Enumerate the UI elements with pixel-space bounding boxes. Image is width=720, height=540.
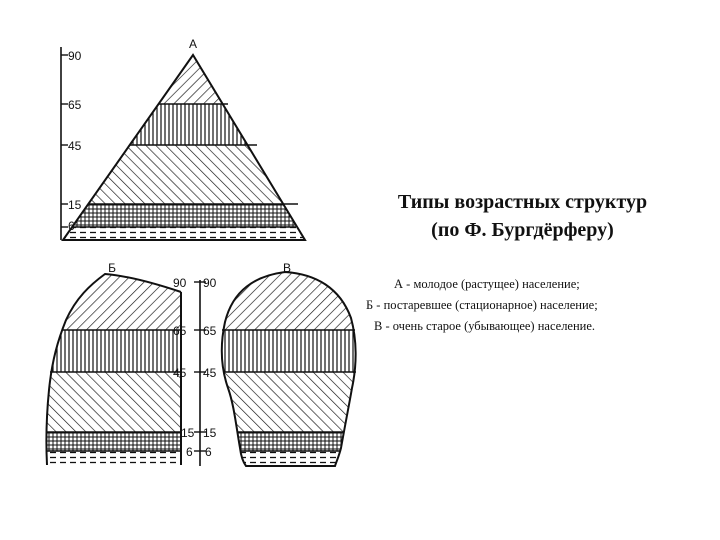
- pyramid-a: [50, 37, 320, 240]
- axis-c-tick-45: 45: [203, 366, 217, 380]
- legend-item-b: Б - постаревшее (стационарное) население;: [366, 298, 598, 312]
- pyramid-c-label: В: [282, 261, 292, 275]
- axis-b-tick-90: 90: [173, 276, 187, 290]
- axis-c-tick-65: 65: [203, 324, 217, 338]
- legend-item-c: В - очень старое (убывающее) население.: [374, 319, 596, 333]
- pyramid-a-label: А: [188, 37, 198, 51]
- title-line-1: Типы возрастных структур: [397, 191, 648, 213]
- axis-b-tick-45: 45: [173, 366, 187, 380]
- axis-a-tick-6: 6: [68, 219, 75, 233]
- pyramid-b: [40, 261, 190, 465]
- pyramid-c: [215, 261, 365, 466]
- axis-a-tick-90: 90: [68, 49, 82, 63]
- title-line-2: (по Ф. Бургдёрферу): [431, 219, 614, 241]
- pyramid-b-label: Б: [108, 261, 116, 275]
- axis-b-tick-65: 65: [173, 324, 187, 338]
- axis-c-tick-15: 15: [203, 426, 217, 440]
- axis-a-tick-65: 65: [68, 98, 82, 112]
- axis-c-tick-6: 6: [205, 445, 212, 459]
- legend-item-a: А - молодое (растущее) население;: [394, 277, 580, 291]
- axis-b-tick-15: 15: [181, 426, 195, 440]
- axis-a: [61, 47, 82, 240]
- axis-b-tick-6: 6: [186, 445, 193, 459]
- legend: [366, 274, 686, 337]
- axis-c-tick-90: 90: [203, 276, 217, 290]
- axis-a-tick-45: 45: [68, 139, 82, 153]
- axis-a-tick-15: 15: [68, 198, 82, 212]
- page-title: [360, 188, 685, 244]
